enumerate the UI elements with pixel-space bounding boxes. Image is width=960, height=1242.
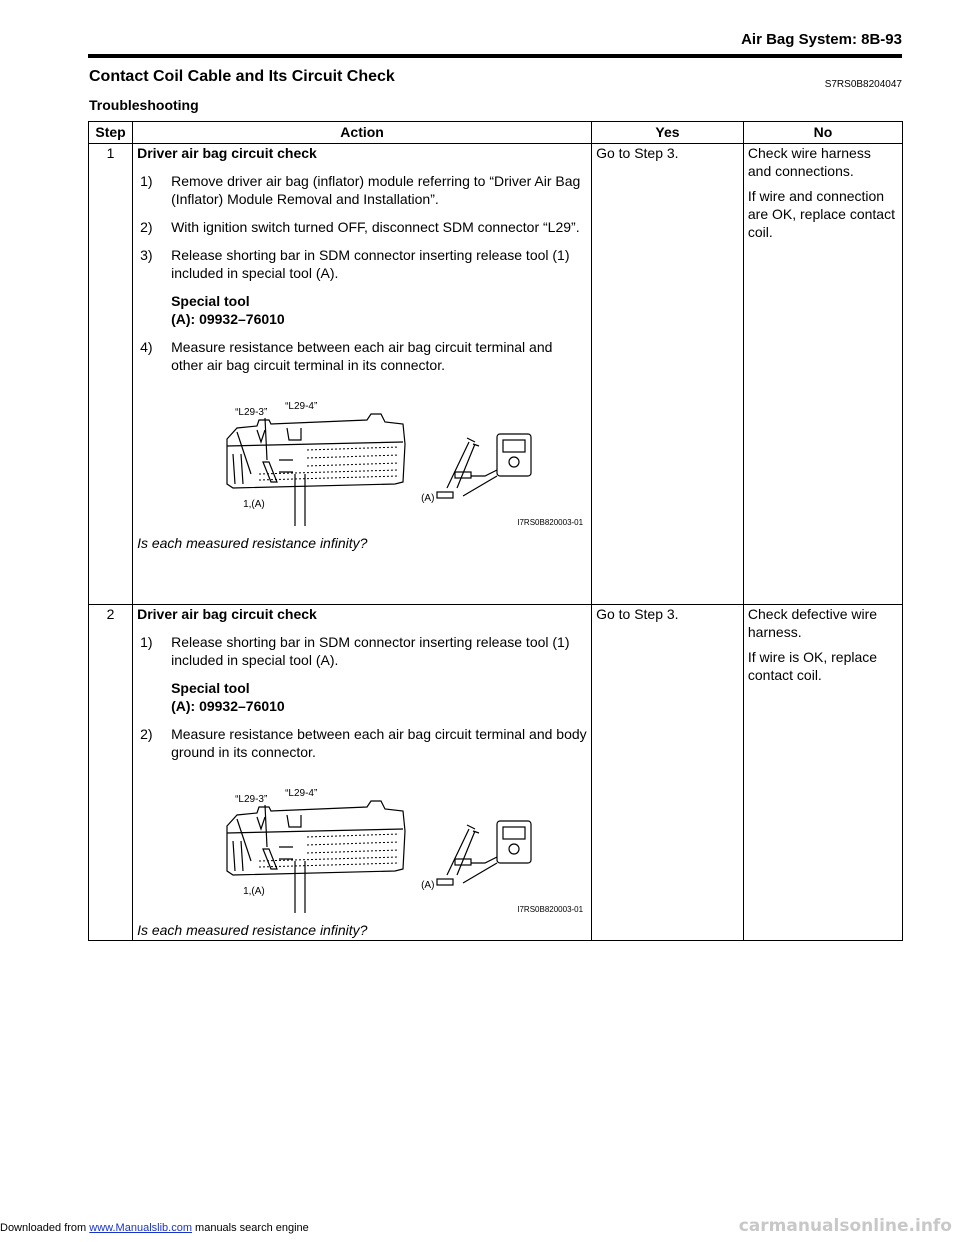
figure-label-l29-4: “L29-4” [285,401,318,412]
special-tool [171,292,587,328]
list-item [137,172,587,208]
item-number: 2) [140,219,153,235]
figure-label-a: (A) [421,493,435,504]
no-cell [743,605,902,941]
figure-label-a: (A) [421,880,435,891]
header-yes: Yes [592,122,744,144]
figure-code: I7RS0B820003-01 [517,905,584,914]
item-text: Release shorting bar in SDM connector inserting release tool (1) included in special tool (A). [171,634,570,668]
watermark: carmanualsonline.info [738,1216,952,1236]
header-action: Action [133,122,592,144]
step-number: 1 [89,144,133,605]
special-tool-value: (A): 09932–76010 [171,698,285,714]
connector-illustration [167,384,587,534]
footer-suffix: manuals search engine [191,1222,309,1234]
figure-label-tool: 1,(A) [243,499,265,510]
yes-cell: Go to Step 3. [592,144,744,605]
connector-illustration [167,771,587,921]
page-header-title: Air Bag System: 8B-93 [741,31,902,48]
list-item [137,218,587,236]
section-code: S7RS0B8204047 [824,79,902,90]
step-title: Driver air bag circuit check [137,145,317,161]
figure-label-l29-3: “L29-3” [235,794,268,805]
item-text: Measure resistance between each air bag circuit terminal and other air bag circuit terminal in its connector. [171,339,553,373]
step-title: Driver air bag circuit check [137,606,317,622]
item-number: 3) [140,247,153,263]
yes-cell: Go to Step 3. [592,605,744,941]
action-cell [133,605,592,941]
special-tool-label: Special tool [171,293,250,309]
special-tool-value: (A): 09932–76010 [171,311,285,327]
item-number: 2) [140,726,153,742]
no-text: If wire and connection are OK, replace contact coil. [747,188,895,240]
list-item [137,633,587,669]
subsection-title: Troubleshooting [89,97,199,113]
connector-figure [167,384,587,534]
special-tool [171,679,587,715]
troubleshooting-table [88,121,903,941]
no-cell [743,144,902,605]
step-question: Is each measured resistance infinity? [137,922,368,938]
special-tool-label: Special tool [171,680,250,696]
item-number: 1) [140,634,153,650]
page-footer [0,1222,309,1234]
step-number: 2 [89,605,133,941]
item-text: Remove driver air bag (inflator) module referring to “Driver Air Bag (Inflator) Module Removal and Installation”. [171,173,581,207]
no-text: Check wire harness and connections. [747,145,871,179]
table-row [89,144,903,605]
header-step: Step [89,122,133,144]
item-number: 1) [140,173,153,189]
header-no: No [743,122,902,144]
list-item [137,725,587,761]
no-text: Check defective wire harness. [747,606,878,640]
step-question: Is each measured resistance infinity? [137,535,368,551]
action-cell [133,144,592,605]
list-item [137,246,587,282]
page-header [88,26,902,58]
connector-figure [167,771,587,921]
figure-label-tool: 1,(A) [243,886,265,897]
item-number: 4) [140,339,153,355]
table-header-row [89,122,903,144]
figure-code: I7RS0B820003-01 [517,518,584,527]
no-text: If wire is OK, replace contact coil. [747,649,878,683]
footer-prefix: Downloaded from [0,1222,90,1234]
item-text: Release shorting bar in SDM connector inserting release tool (1) included in special tool (A). [171,247,570,281]
table-row [89,605,903,941]
list-item [137,338,587,374]
section-title: Contact Coil Cable and Its Circuit Check [89,68,395,85]
figure-label-l29-4: “L29-4” [285,788,318,799]
manualslib-link[interactable]: www.Manualslib.com [89,1222,192,1234]
figure-label-l29-3: “L29-3” [235,407,268,418]
item-text: Measure resistance between each air bag circuit terminal and body ground in its connector. [171,726,587,760]
item-text: With ignition switch turned OFF, disconnect SDM connector “L29”. [171,219,580,235]
